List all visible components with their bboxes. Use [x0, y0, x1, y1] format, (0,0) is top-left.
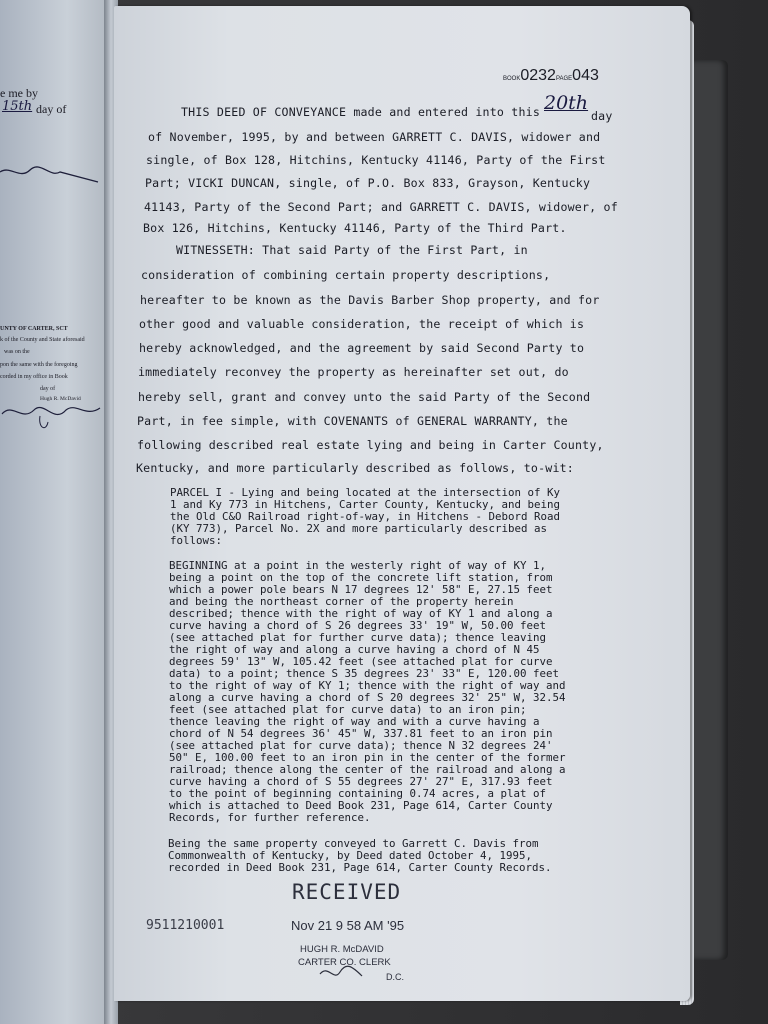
- description-line: Records, for further reference.: [169, 811, 371, 824]
- description-line: the right of way and along a curve having a chord of N 45: [169, 643, 540, 656]
- deed-line: day: [591, 109, 613, 123]
- received-stamp: RECEIVED: [292, 880, 402, 904]
- description-line: BEGINNING at a point in the westerly right of way of KY 1,: [169, 559, 547, 572]
- left-cert-line: day of: [40, 386, 56, 392]
- description-line: which a power pole bears N 17 degrees 12' 58" E, 27.15 feet: [169, 583, 553, 596]
- left-text-line: day of: [36, 102, 67, 116]
- book-prefix: BOOK: [503, 76, 521, 82]
- deed-line: Box 126, Hitchins, Kentucky 41146, Party of the Third Part.: [143, 221, 567, 235]
- parcel-line: 1 and Ky 773 in Hitchens, Carter County, Kentucky, and being: [170, 498, 561, 511]
- description-line: railroad; thence along the center of the railroad and along a: [169, 763, 566, 776]
- deed-line: of November, 1995, by and between GARRETT C. DAVIS, widower and: [148, 130, 601, 144]
- left-clerk-signature: [0, 398, 110, 438]
- description-line: curve having a chord of S 55 degrees 27' 27" E, 317.93 feet: [169, 775, 553, 788]
- clerk-title: CARTER CO. CLERK: [298, 957, 391, 968]
- description-line: described; thence with the right of way of KY 1 and along a: [169, 607, 553, 620]
- left-cert-line: k of the County and State aforesaid: [0, 337, 85, 343]
- left-cert-line: Hugh R. McDavid: [40, 396, 81, 402]
- parcel-line: (KY 773), Parcel No. 2X and more particularly described as: [170, 522, 548, 535]
- page-prefix: PAGE: [555, 76, 573, 82]
- left-handwritten-day: 15th: [2, 99, 33, 114]
- left-page: [0, 0, 112, 1024]
- source-line: Being the same property conveyed to Garrett C. Davis from: [168, 837, 539, 850]
- deed-line: 41143, Party of the Second Part; and GARRETT C. DAVIS, widower, of: [144, 200, 618, 214]
- deed-line: other good and valuable consideration, the receipt of which is: [139, 317, 585, 331]
- description-line: which is attached to Deed Book 231, Page 614, Carter County: [169, 799, 553, 812]
- description-line: degrees 59' 13" W, 105.42 feet (see attached plat for curve: [169, 655, 553, 668]
- description-line: and being the northeast corner of the property herein: [169, 595, 514, 608]
- description-line: 50" E, 100.00 feet to an iron pin in the center of the former: [169, 751, 566, 764]
- description-line: data) to a point; thence S 35 degrees 23' 33" E, 120.00 feet: [169, 667, 560, 680]
- deed-line: Part, in fee simple, with COVENANTS of GENERAL WARRANTY, the: [137, 414, 568, 428]
- description-line: to the point of beginning containing 0.74 acres, a plat of: [169, 787, 547, 800]
- document-number: 9511210001: [146, 918, 225, 933]
- deed-line: hereby sell, grant and convey unto the said Party of the Second: [138, 390, 591, 404]
- left-county-heading: UNTY OF CARTER, SCT: [0, 326, 68, 332]
- description-line: thence leaving the right of way and with a curve having a: [169, 715, 540, 728]
- deed-line: Part; VICKI DUNCAN, single, of P.O. Box 833, Grayson, Kentucky: [145, 176, 591, 190]
- left-cert-line: pon the same with the foregoing: [0, 362, 78, 368]
- deed-line: following described real estate lying and being in Carter County,: [137, 438, 604, 452]
- deed-line: immediately reconvey the property as hereinafter set out, do: [138, 365, 569, 379]
- clerk-name: HUGH R. McDAVID: [300, 944, 384, 955]
- deed-line: single, of Box 128, Hitchins, Kentucky 41146, Party of the First: [146, 153, 606, 167]
- deputy-clerk-label: D.C.: [386, 972, 404, 982]
- parcel-line: follows:: [170, 534, 223, 547]
- deed-line: hereby acknowledged, and the agreement by said Second Party to: [139, 341, 585, 355]
- description-line: chord of N 54 degrees 36' 45" W, 337.81 feet to an iron pin: [169, 727, 553, 740]
- source-line: Commonwealth of Kentucky, by Deed dated October 4, 1995,: [168, 849, 533, 862]
- deed-line: Kentucky, and more particularly described as follows, to-wit:: [136, 461, 574, 475]
- parcel-line: PARCEL I - Lying and being located at the intersection of Ky: [170, 486, 561, 499]
- book-number: 0232: [520, 67, 556, 84]
- left-cert-line: was on the: [4, 349, 30, 355]
- page-number: 043: [572, 67, 599, 84]
- description-line: being a point on the top of the concrete lift station, from: [169, 571, 553, 584]
- source-line: recorded in Deed Book 231, Page 614, Carter County Records.: [168, 861, 552, 874]
- deed-line: WITNESSETH: That said Party of the First Part, in: [176, 243, 528, 257]
- deed-line: hereafter to be known as the Davis Barber Shop property, and for: [140, 293, 600, 307]
- deed-line: consideration of combining certain property descriptions,: [141, 268, 551, 282]
- handwritten-day: 20th: [544, 92, 589, 114]
- book-page-number: [503, 67, 599, 85]
- description-line: curve having a chord of S 26 degrees 33' 19" W, 50.00 feet: [169, 619, 547, 632]
- description-line: feet (see attached plat for curve data) to an iron pin;: [169, 703, 527, 716]
- signature-scribble: [0, 160, 110, 190]
- left-text-line: e me by: [0, 86, 38, 100]
- description-line: (see attached plat for curve data); thence N 32 degrees 24': [169, 739, 553, 752]
- description-line: along a curve having a chord of S 20 degrees 32' 25" W, 32.54: [169, 691, 566, 704]
- binder-cover: [690, 60, 728, 960]
- recording-datetime: Nov 21 9 58 AM '95: [291, 918, 405, 933]
- parcel-line: the Old C&O Railroad right-of-way, in Hitchens - Debord Road: [170, 510, 561, 523]
- deed-line: THIS DEED OF CONVEYANCE made and entered into this: [181, 105, 541, 119]
- left-cert-line: corded in my office in Book: [0, 374, 68, 380]
- deputy-signature: [318, 962, 368, 984]
- description-line: (see attached plat for further curve data); thence leaving: [169, 631, 547, 644]
- description-line: to the right of way of KY 1; thence with the right of way and: [169, 679, 566, 692]
